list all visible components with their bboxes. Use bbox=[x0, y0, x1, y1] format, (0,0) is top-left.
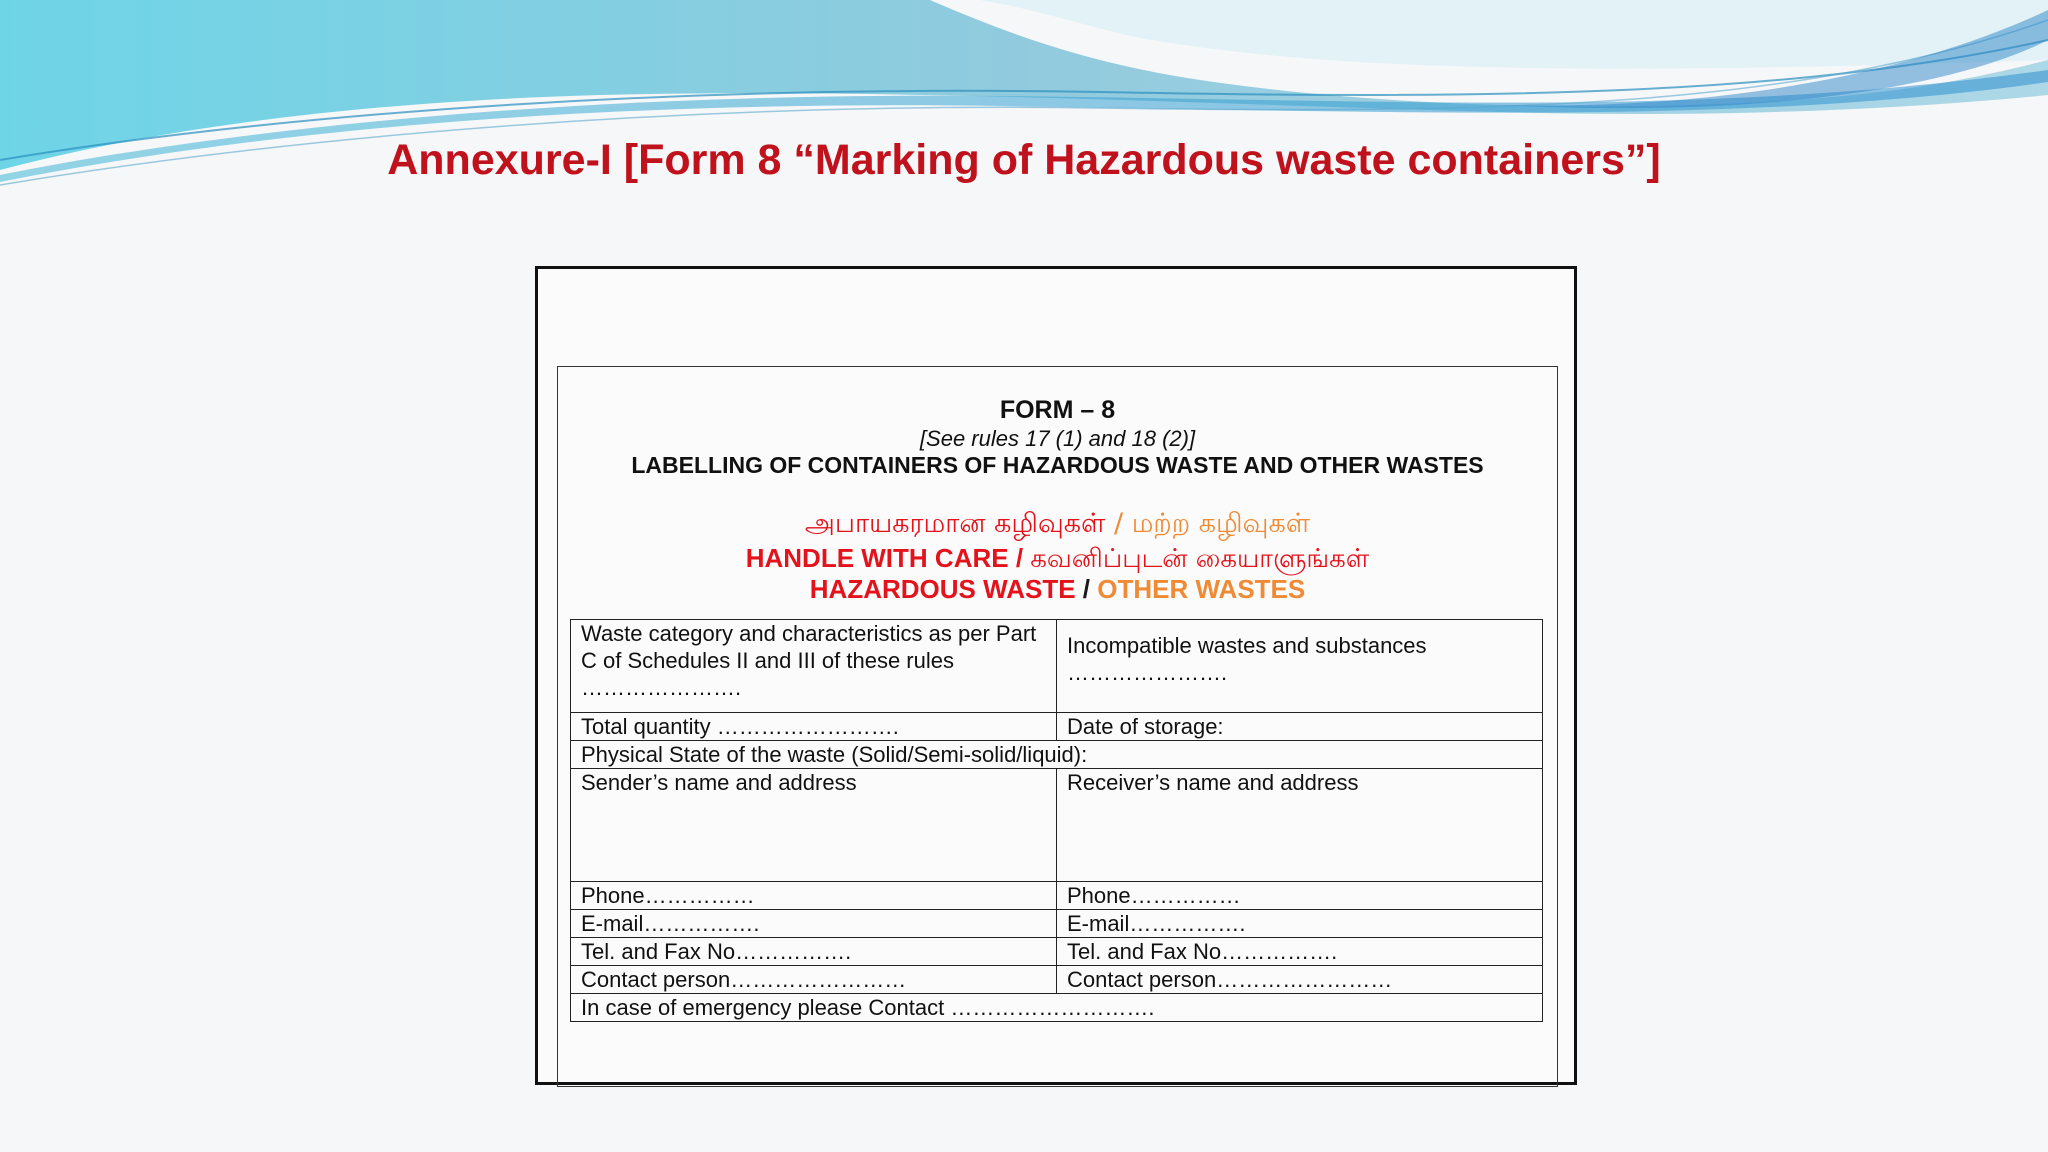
table-row bbox=[571, 741, 1543, 769]
tamil-hazardous-waste: அபாயகரமான கழிவுகள் bbox=[804, 508, 1106, 539]
emergency-contact-field[interactable]: In case of emergency please Contact ………………………. bbox=[571, 994, 1543, 1022]
physical-state-field[interactable]: Physical State of the waste (Solid/Semi-solid/liquid): bbox=[571, 741, 1543, 769]
rules-reference: [See rules 17 (1) and 18 (2)] bbox=[919, 426, 1196, 451]
sender-name-address-field[interactable]: Sender’s name and address bbox=[571, 769, 1057, 882]
form-heading: LABELLING OF CONTAINERS OF HAZARDOUS WASTE AND OTHER WASTES bbox=[631, 452, 1484, 478]
handle-with-care-tamil: கவனிப்புடன் கையாளுங்கள் bbox=[1030, 544, 1370, 574]
table-row bbox=[571, 910, 1543, 938]
other-wastes-label: OTHER WASTES bbox=[1097, 574, 1306, 604]
table-row bbox=[571, 994, 1543, 1022]
tamil-separator: / bbox=[1105, 508, 1132, 539]
hazardous-waste-label: HAZARDOUS WASTE bbox=[809, 574, 1076, 604]
sender-email-field[interactable]: E-mail……………. bbox=[571, 910, 1057, 938]
table-row bbox=[571, 620, 1543, 713]
sender-tel-fax-field[interactable]: Tel. and Fax No……………. bbox=[571, 938, 1057, 966]
receiver-name-address-field[interactable]: Receiver’s name and address bbox=[1057, 769, 1543, 882]
waste-category-field[interactable]: Waste category and characteristics as per Part C of Schedules II and III of these rules …………………. bbox=[571, 620, 1057, 713]
total-quantity-field[interactable]: Total quantity ……………………. bbox=[571, 713, 1057, 741]
handle-with-care-line bbox=[557, 543, 1558, 577]
receiver-tel-fax-field[interactable]: Tel. and Fax No……………. bbox=[1057, 938, 1543, 966]
waste-separator: / bbox=[1075, 574, 1098, 604]
form-8-table bbox=[570, 619, 1543, 1022]
sender-contact-person-field[interactable]: Contact person…………………… bbox=[571, 966, 1057, 994]
table-row bbox=[571, 938, 1543, 966]
receiver-contact-person-field[interactable]: Contact person…………………… bbox=[1057, 966, 1543, 994]
incompatible-wastes-field[interactable]: Incompatible wastes and substances …………………. bbox=[1057, 620, 1543, 713]
tamil-hazard-line bbox=[557, 508, 1558, 543]
handle-separator: / bbox=[1008, 543, 1031, 573]
handle-with-care-english: HANDLE WITH CARE bbox=[745, 543, 1009, 573]
slide-title: Annexure-I [Form 8 “Marking of Hazardous waste containers”] bbox=[387, 136, 1661, 184]
receiver-phone-field[interactable]: Phone…………… bbox=[1057, 882, 1543, 910]
table-row bbox=[571, 713, 1543, 741]
table-row bbox=[571, 966, 1543, 994]
table-row bbox=[571, 769, 1543, 882]
form-number: FORM – 8 bbox=[999, 396, 1116, 424]
sender-phone-field[interactable]: Phone…………… bbox=[571, 882, 1057, 910]
waste-type-line bbox=[557, 574, 1558, 605]
tamil-other-wastes: மற்ற கழிவுகள் bbox=[1131, 508, 1311, 539]
table-row bbox=[571, 882, 1543, 910]
date-of-storage-field[interactable]: Date of storage: bbox=[1057, 713, 1543, 741]
receiver-email-field[interactable]: E-mail……………. bbox=[1057, 910, 1543, 938]
